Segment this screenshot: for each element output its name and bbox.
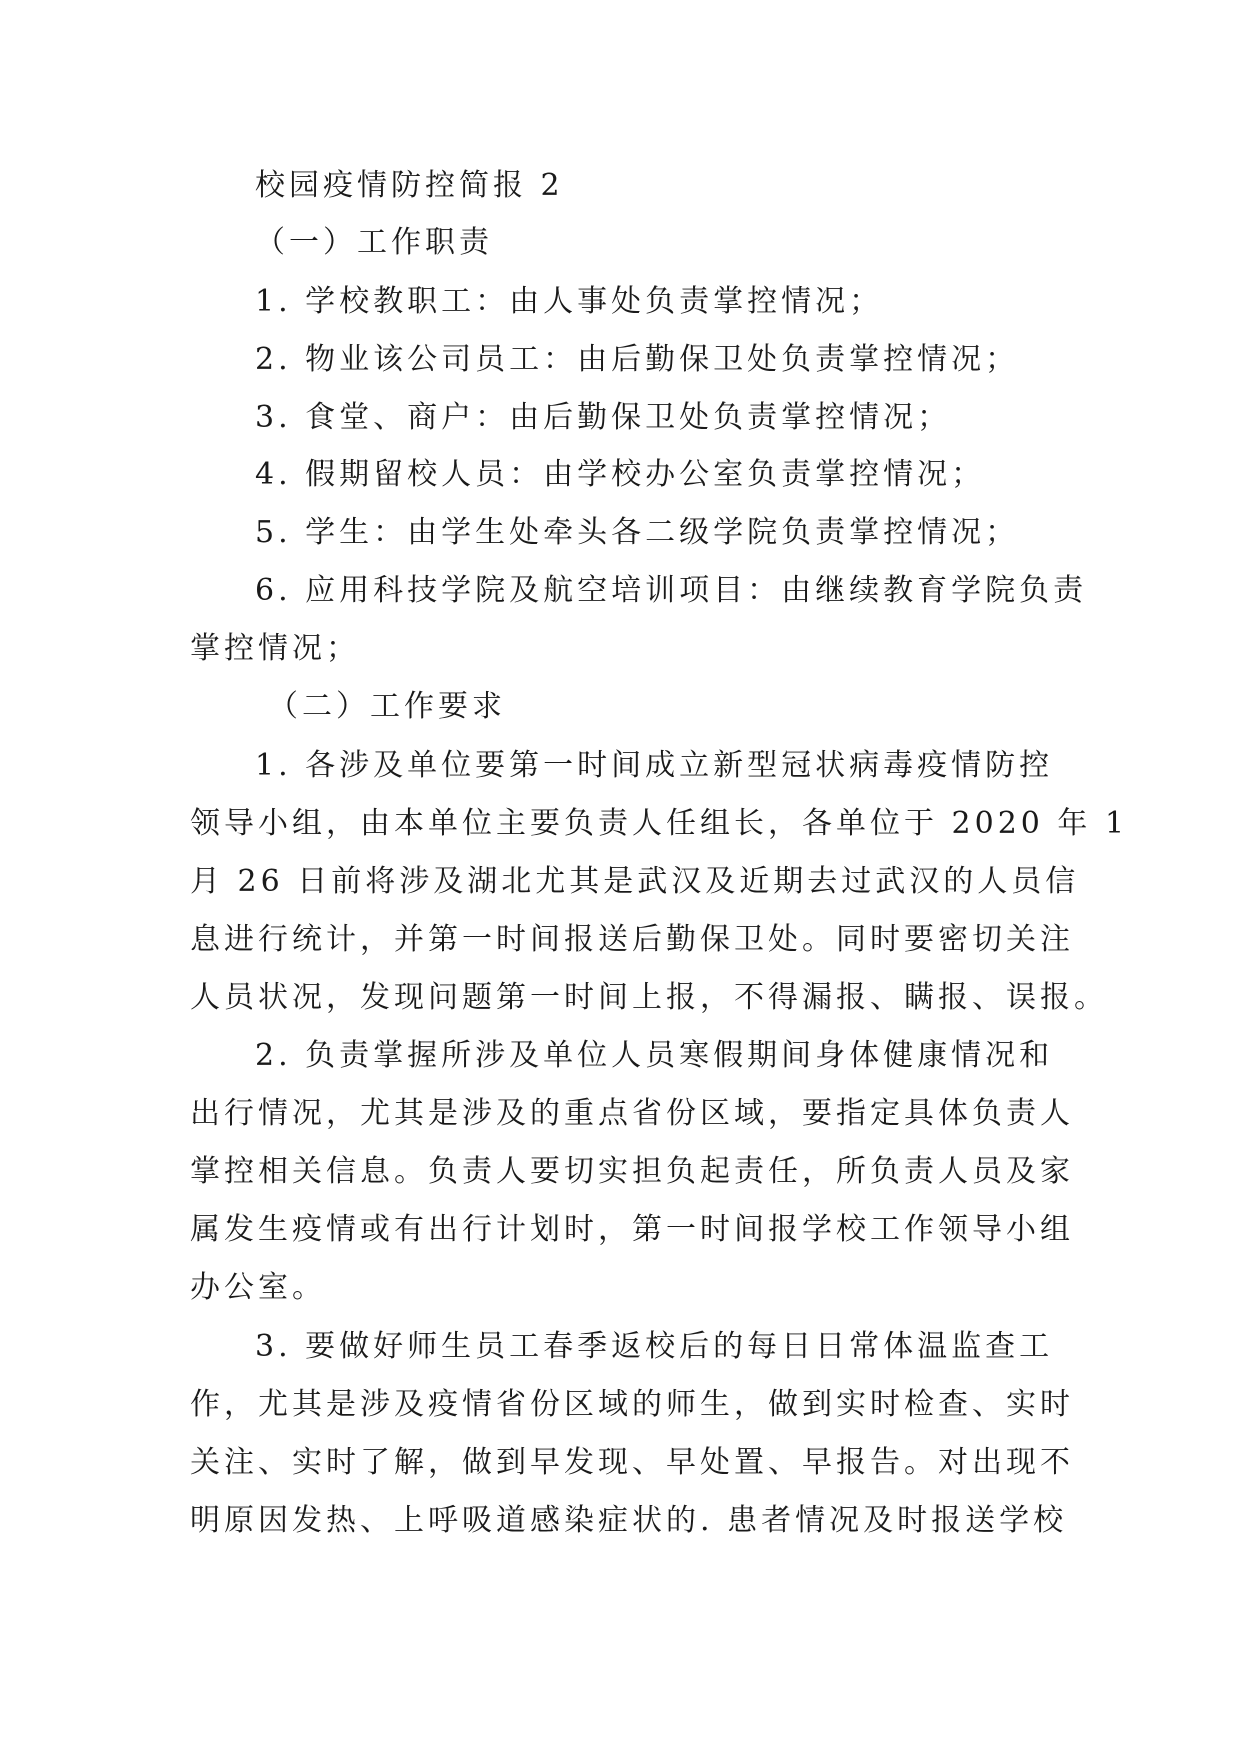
requirement-2-line: 办公室。 (190, 1270, 326, 1305)
requirement-2-line: 掌控相关信息。负责人要切实担负起责任，所负责人员及家 (190, 1154, 1074, 1189)
requirement-1-line: 月 26 日前将涉及湖北尤其是武汉及近期去过武汉的人员信 (190, 864, 1080, 899)
requirement-2-line: 属发生疫情或有出行计划时，第一时间报学校工作领导小组 (190, 1212, 1074, 1247)
duty-item-3: 3. 食堂、商户：由后勤保卫处负责掌控情况； (255, 400, 952, 435)
requirement-3-line: 明原因发热、上呼吸道感染症状的. 患者情况及时报送学校 (190, 1503, 1068, 1538)
duty-item-5: 5. 学生：由学生处牵头各二级学院负责掌控情况； (255, 515, 1020, 550)
requirement-1-line: 领导小组，由本单位主要负责人任组长，各单位于 2020 年 1 (190, 806, 1129, 841)
requirement-1-line: 1. 各涉及单位要第一时间成立新型冠状病毒疫情防控 (255, 748, 1054, 783)
requirement-1-line: 息进行统计，并第一时间报送后勤保卫处。同时要密切关注 (190, 922, 1074, 957)
requirement-3-line: 作，尤其是涉及疫情省份区域的师生，做到实时检查、实时 (190, 1387, 1074, 1422)
section-heading-requirements: （二）工作要求 (268, 689, 506, 724)
requirement-3-line: 3. 要做好师生员工春季返校后的每日日常体温监查工 (255, 1329, 1054, 1364)
requirement-2-line: 2. 负责掌握所涉及单位人员寒假期间身体健康情况和 (255, 1038, 1054, 1073)
duty-item-4: 4. 假期留校人员：由学校办公室负责掌控情况； (255, 457, 986, 492)
duty-item-6-line-2: 掌控情况； (190, 631, 360, 666)
requirement-1-line: 人员状况，发现问题第一时间上报，不得漏报、瞒报、误报。 (190, 980, 1108, 1015)
duty-item-2: 2. 物业该公司员工：由后勤保卫处负责掌控情况； (255, 342, 1020, 377)
requirement-3-line: 关注、实时了解，做到早发现、早处置、早报告。对出现不 (190, 1445, 1074, 1480)
document-title: 校园疫情防控简报 2 (255, 168, 564, 203)
requirement-2-line: 出行情况，尤其是涉及的重点省份区域，要指定具体负责人 (190, 1096, 1074, 1131)
duty-item-6-line-1: 6. 应用科技学院及航空培训项目：由继续教育学院负责 (255, 573, 1088, 608)
duty-item-1: 1. 学校教职工：由人事处负责掌控情况； (255, 284, 884, 319)
section-heading-duties: （一）工作职责 (255, 225, 493, 260)
